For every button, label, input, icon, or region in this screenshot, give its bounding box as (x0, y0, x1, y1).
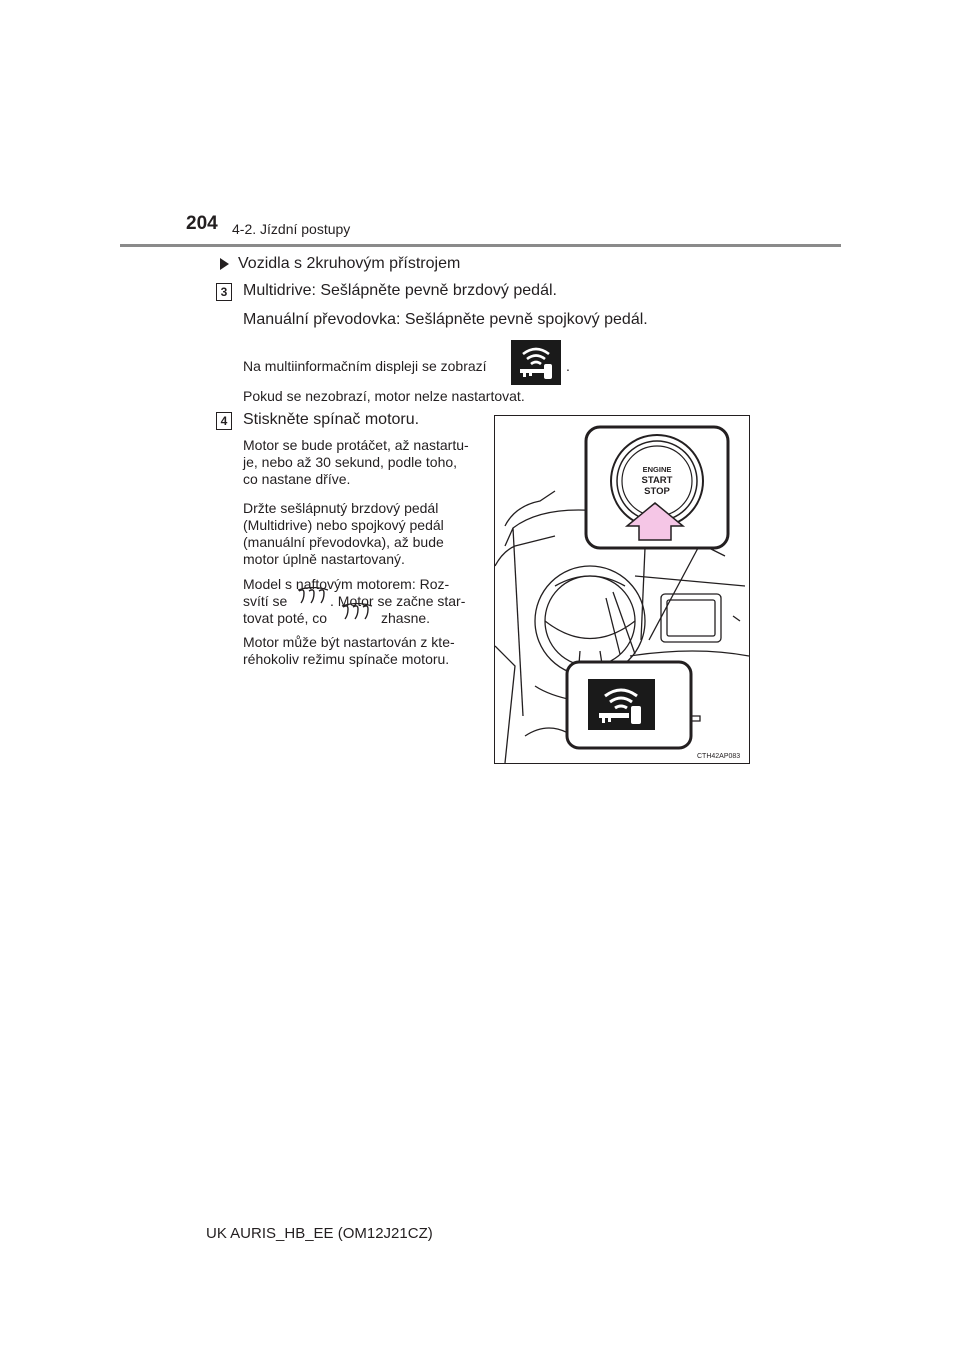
triangle-bullet-icon (220, 258, 229, 270)
engine-start-illustration (494, 415, 750, 764)
step-3-note-prefix: Na multiinformačním displeji se zobrazí (243, 358, 487, 374)
p2-text: Držte sešlápnutý brzdový pedál (243, 500, 439, 516)
step-3-note-suffix: . (566, 358, 570, 374)
step-3-line-2: Manuální převodovka: Sešlápněte pevně spojkový pedál. (243, 311, 648, 328)
p4-line: réhokoliv režimu spínače motoru. (243, 651, 450, 667)
step-number-3: 3 (216, 283, 232, 301)
step-4-paragraph-2 (243, 500, 485, 568)
button-label-line-2: START (641, 475, 673, 486)
step-4-paragraph-1 (243, 437, 485, 488)
p1-line: co nastane dříve. (243, 471, 351, 487)
illustration-code: CTH42AP083 (697, 753, 741, 760)
step-3-note-2: Pokud se nezobrazí, motor nelze nastartovat. (243, 388, 525, 404)
step-4-paragraph-3 (243, 576, 485, 593)
p1-line: Motor se bude protáčet, až nastartu- (243, 437, 469, 453)
sub-heading (216, 255, 460, 273)
p2-line (243, 500, 485, 517)
glow-plug-indicator-icon (296, 587, 330, 607)
dashboard-drawing (495, 416, 749, 763)
p2-line: (manuální převodovka), až bude (243, 534, 444, 550)
p3-line-2a: svítí se (243, 593, 288, 609)
step-number-4: 4 (216, 412, 232, 430)
button-label-line-3: STOP (644, 486, 670, 497)
p1-line: je, nebo až 30 sekund, podle toho, (243, 454, 458, 470)
smart-key-indicator-icon (511, 340, 561, 385)
step-3-line-1: Multidrive: Sešlápněte pevně brzdový pedál. (243, 282, 557, 299)
p3-line-2b: . Motor se začne star- (330, 593, 466, 609)
glow-plug-indicator-icon (340, 603, 374, 623)
header-rule (120, 244, 841, 247)
p3-line-1: Model s naftovým motorem: Roz- (243, 576, 450, 592)
footer-model-code: UK AURIS_HB_EE (OM12J21CZ) (206, 1225, 433, 1242)
sub-heading-text: Vozidla s 2kruhovým přístrojem (238, 255, 461, 272)
p2-line: motor úplně nastartovaný. (243, 551, 405, 567)
button-label-line-1: ENGINE (642, 465, 672, 474)
section-title: 4-2. Jízdní postupy (232, 221, 351, 237)
step-3-note (243, 358, 487, 375)
p3-line-3a: tovat poté, co (243, 610, 328, 626)
page-number: 204 (186, 213, 218, 234)
p4-line: Motor může být nastartován z kte- (243, 634, 455, 650)
step-4-title: Stiskněte spínač motoru. (243, 411, 420, 428)
p3-line-3b: zhasne. (381, 610, 431, 626)
step-4-paragraph-4 (243, 634, 485, 668)
p2-line: (Multidrive) nebo spojkový pedál (243, 517, 444, 533)
